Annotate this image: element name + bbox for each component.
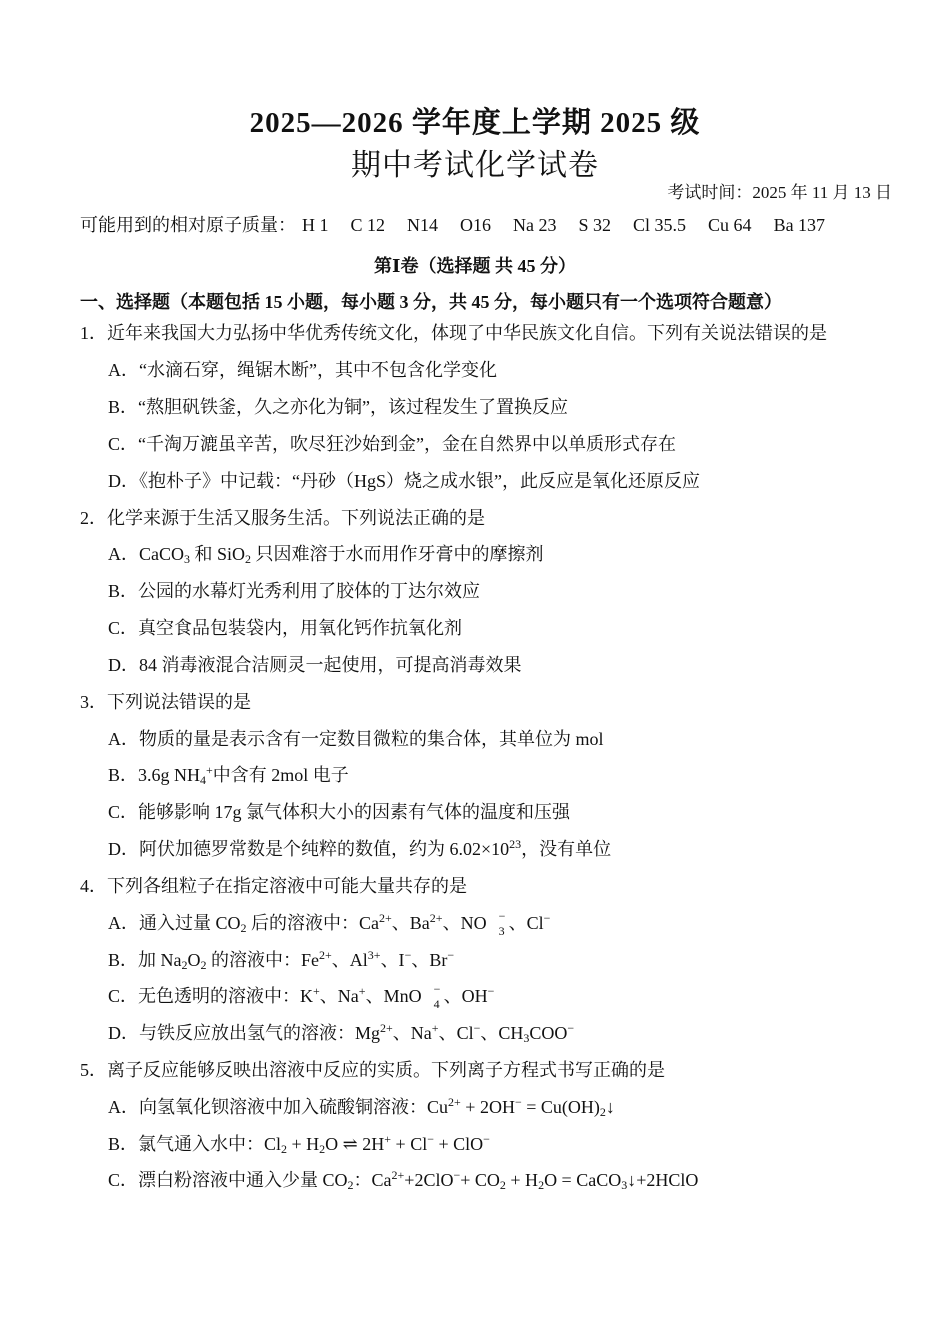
atomic-mass-item: Cl 35.5 <box>633 215 687 235</box>
atomic-masses <box>80 211 847 237</box>
question-option: B．公园的水幕灯光秀利用了胶体的丁达尔效应 <box>108 581 481 601</box>
question-stem: 4．下列各组粒子在指定溶液中可能大量共存的是 <box>80 876 467 896</box>
section-title: 一、选择题（本题包括 15 小题，每小题 3 分，共 45 分，每小题只有一个选项符合题意） <box>80 292 782 312</box>
question-option: C．无色透明的溶液中：K+、Na+、MnO − 4 、OH− <box>108 982 495 1011</box>
atomic-mass-item: H 1 <box>302 215 329 235</box>
question-option: D．阿伏加德罗常数是个纯粹的数值，约为 $6.02\times 10^{23}$，没有单位 <box>108 837 612 859</box>
atomic-mass-item: N14 <box>407 215 439 235</box>
question-option: C．漂白粉溶液中通入少量 $CO_2$：$Ca^{2+}+2ClO^-+ CO_2 + H_2O$ = CaCO$_3$↓+2HClO <box>108 1168 699 1192</box>
question-stem: 5．离子反应能够反映出溶液中反应的实质。下列离子方程式书写正确的是 <box>80 1060 665 1080</box>
question-option: D．与铁反应放出氢气的溶液：$Mg^{2+}$、Na+、Cl−、$CH_3COO^-$ <box>108 1021 575 1045</box>
question-stem: 2．化学来源于生活又服务生活。下列说法正确的是 <box>80 508 485 528</box>
question-stem: 1．近年来我国大力弘扬中华优秀传统文化，体现了中华民族文化自信。下列有关说法错误的是 <box>80 323 827 343</box>
atomic-mass-item: Cu 64 <box>708 215 752 235</box>
question-option: B．3.6g $NH_4^+$中含有 2mol 电子 <box>108 763 349 787</box>
question-stem: 3．下列说法错误的是 <box>80 692 251 712</box>
question-option: B．“熬胆矾铁釜，久之亦化为铜”，该过程发生了置换反应 <box>108 397 568 417</box>
question-option: C．“千淘万漉虽辛苦，吹尽狂沙始到金”，金在自然界中以单质形式存在 <box>108 434 676 454</box>
question-option: A．物质的量是表示含有一定数目微粒的集合体，其单位为 mol <box>108 729 604 749</box>
question-option: A．CaCO$_3$ 和 SiO$_2$ 只因难溶于水而用作牙膏中的摩擦剂 <box>108 544 544 566</box>
exam-title-line1: 2025—2026 学年度上学期 2025 级 <box>249 107 701 139</box>
atomic-mass-item: S 32 <box>578 215 612 235</box>
atomic-mass-item: O16 <box>460 215 492 235</box>
part-title: 第Ⅰ卷（选择题 共 45 分） <box>374 256 576 276</box>
question-option: A．“水滴石穿，绳锯木断”，其中不包含化学变化 <box>108 360 497 380</box>
question-option: B．氯气通入水中：$Cl_2 + H_2O$ ⇌ 2H+ + Cl− + ClO− <box>108 1132 490 1156</box>
question-option: A．通入过量 $CO_2$ 后的溶液中：$Ca^{2+}$、$Ba^{2+}$、NO − 3 、Cl− <box>108 909 551 938</box>
atomic-mass-item: C 12 <box>350 215 386 235</box>
question-option: D．《抱朴子》中记载：“丹砂（HgS）烧之成水银”，此反应是氧化还原反应 <box>108 471 700 491</box>
question-option: C．真空食品包装袋内，用氧化钙作抗氧化剂 <box>108 618 463 638</box>
question-option: B．加 $Na_2O_2$ 的溶液中：$Fe^{2+}$、$Al^{3+}$、I−、Br− <box>108 948 455 972</box>
question-option: C．能够影响 17g 氯气体积大小的因素有气体的温度和压强 <box>108 802 571 822</box>
question-option: A．向氢氧化钡溶液中加入硫酸铜溶液：$Cu^{2+} + 2OH^-$ = $Cu(OH)_2↓$ <box>108 1095 615 1119</box>
atomic-mass-item: Ba 137 <box>773 215 826 235</box>
exam-title-line2: 期中考试化学试卷 <box>351 148 599 183</box>
question-option: D．84 消毒液混合洁厕灵一起使用，可提高消毒效果 <box>108 655 522 675</box>
atomic-mass-item: Na 23 <box>513 215 557 235</box>
atomic-masses-label: 可能用到的相对原子质量： <box>80 215 296 235</box>
exam-date: 考试时间：2025 年 11 月 13 日 <box>667 183 892 202</box>
